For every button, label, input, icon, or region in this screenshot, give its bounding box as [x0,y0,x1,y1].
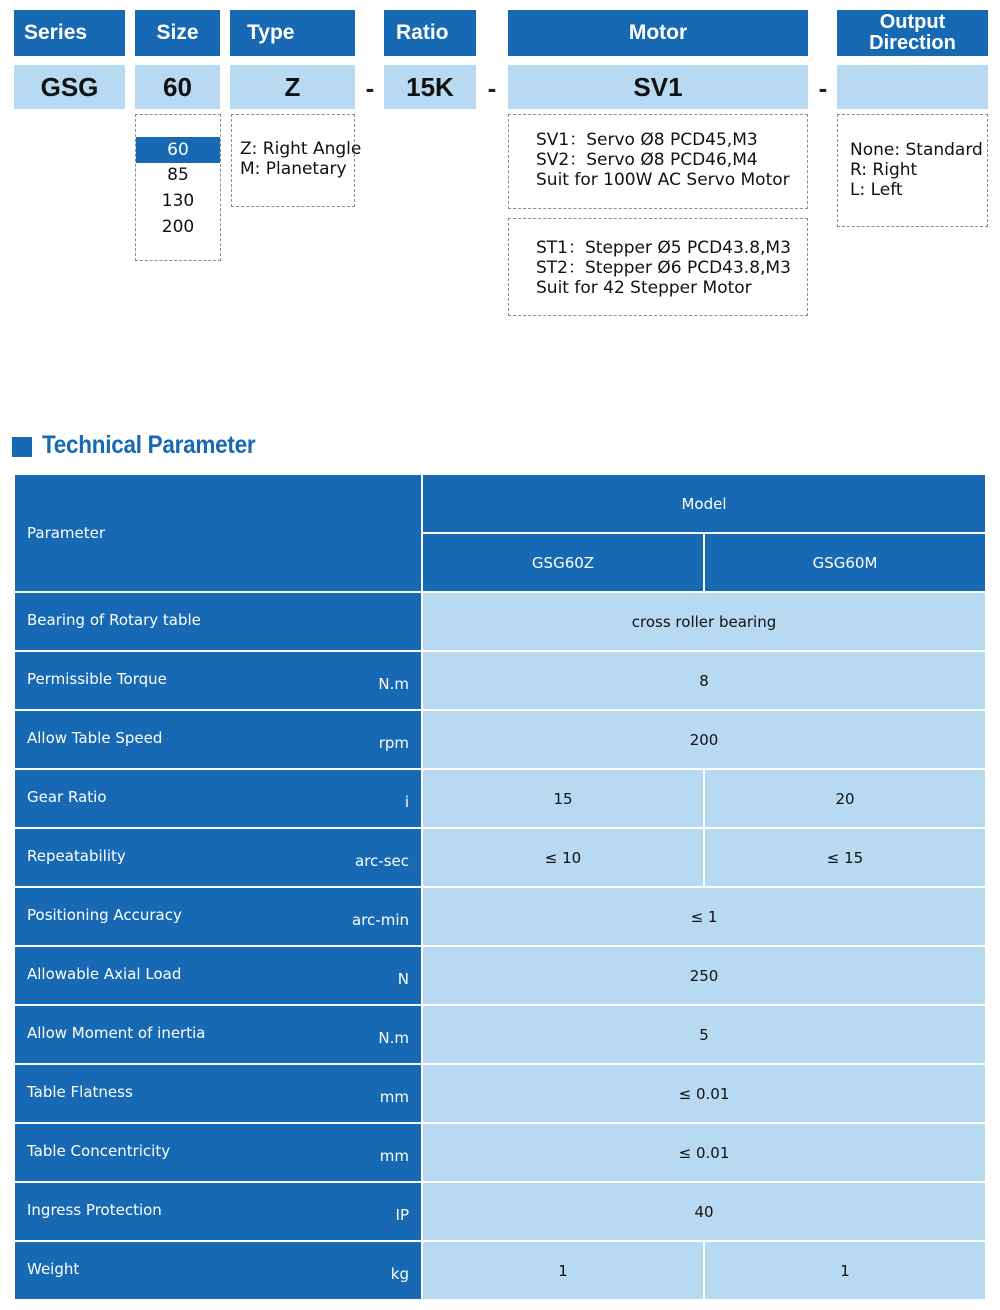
param-cell [14,1123,422,1182]
param-name: Allowable Axial Load [27,964,182,983]
table-row [14,1005,986,1064]
table-row [14,769,986,828]
param-name: Positioning Accuracy [27,905,182,924]
table-row [14,592,986,651]
section-marker-icon [12,437,32,457]
motor-header: Motor [508,10,808,56]
table-row [14,1241,986,1300]
model-header: Model [422,474,986,533]
motor-option: Suit for 42 Stepper Motor [536,278,752,298]
size-value: 60 [135,65,220,109]
param-cell [14,1064,422,1123]
ratio-header: Ratio [384,10,476,56]
model-name: GSG60M [704,533,986,592]
param-value: 1 [422,1241,704,1300]
param-name: Table Concentricity [27,1141,171,1160]
motor-option: SV2：Servo Ø8 PCD46,M4 [536,150,758,170]
param-cell [14,710,422,769]
param-unit: kg [390,1264,409,1283]
size-options-box [135,114,221,261]
output-direction-options-box [837,114,988,227]
ratio-value: 15K [384,65,476,109]
param-value: ≤ 1 [422,887,986,946]
param-value: 200 [422,710,986,769]
param-unit: arc-sec [355,851,409,870]
section-title: Technical Parameter [42,431,256,459]
param-value: 40 [422,1182,986,1241]
param-value: 20 [704,769,986,828]
output-direction-header [837,10,988,56]
param-unit: N.m [378,1028,409,1047]
output-option: R: Right [850,160,918,180]
model-name: GSG60Z [422,533,704,592]
parameter-header [14,474,422,592]
series-value: GSG [14,65,125,109]
technical-parameter-table [13,473,987,1301]
motor-value: SV1 [508,65,808,109]
separator-dash: - [365,73,375,103]
param-cell [14,769,422,828]
param-cell [14,651,422,710]
param-value: 8 [422,651,986,710]
param-value: ≤ 15 [704,828,986,887]
param-unit: mm [379,1146,409,1165]
param-unit: mm [379,1087,409,1106]
param-value: ≤ 10 [422,828,704,887]
size-option[interactable]: 85 [167,165,189,185]
param-cell [14,1182,422,1241]
type-header: Type [230,10,355,56]
param-name: Repeatability [27,846,126,865]
type-option: M: Planetary [240,159,347,179]
separator-dash: - [818,73,828,103]
series-header: Series [14,10,125,56]
type-options-box [231,114,362,207]
table-row [14,828,986,887]
motor-servo-options-box [508,114,808,209]
output-option: L: Left [850,180,903,200]
param-name: Allow Table Speed [27,728,163,747]
param-cell [14,592,422,651]
param-cell [14,828,422,887]
param-value: 15 [422,769,704,828]
size-option-selected[interactable]: 60 [136,137,220,163]
motor-stepper-options-box [508,218,808,316]
motor-option: SV1：Servo Ø8 PCD45,M3 [536,130,758,150]
param-cell [14,1241,422,1300]
table-row [14,651,986,710]
param-unit: i [404,792,409,811]
table-row [14,1064,986,1123]
motor-option: ST2：Stepper Ø6 PCD43.8,M3 [536,258,791,278]
param-value: 5 [422,1005,986,1064]
param-name: Gear Ratio [27,787,107,806]
param-value: ≤ 0.01 [422,1064,986,1123]
param-cell [14,887,422,946]
param-name: Ingress Protection [27,1200,162,1219]
param-value: 250 [422,946,986,1005]
param-unit: N.m [378,674,409,693]
param-value: cross roller bearing [422,592,986,651]
type-value: Z [230,65,355,109]
output-header-line1: Output [879,11,946,33]
size-option[interactable]: 200 [161,217,195,237]
param-name: Bearing of Rotary table [27,610,201,629]
type-option: Z: Right Angle [240,139,362,159]
output-header-line2: Direction [869,32,956,54]
table-row [14,946,986,1005]
param-unit: N [397,969,409,988]
param-unit: rpm [378,733,409,752]
table-row [14,887,986,946]
size-header: Size [135,10,220,56]
param-cell [14,1005,422,1064]
param-name: Allow Moment of inertia [27,1023,206,1042]
param-name: Weight [27,1259,80,1278]
param-name: Permissible Torque [27,669,167,688]
param-value: ≤ 0.01 [422,1123,986,1182]
param-value: 1 [704,1241,986,1300]
output-direction-value [837,65,988,109]
separator-dash: - [487,73,497,103]
table-row [14,1182,986,1241]
param-unit: arc-min [352,910,409,929]
table-row [14,1123,986,1182]
motor-option: Suit for 100W AC Servo Motor [536,170,790,190]
table-row [14,710,986,769]
size-option[interactable]: 130 [161,191,195,211]
motor-option: ST1：Stepper Ø5 PCD43.8,M3 [536,238,791,258]
param-name: Table Flatness [27,1082,133,1101]
param-cell [14,946,422,1005]
param-unit: IP [395,1205,409,1224]
parameter-header-label: Parameter [27,524,106,542]
output-option: None: Standard [850,140,983,160]
